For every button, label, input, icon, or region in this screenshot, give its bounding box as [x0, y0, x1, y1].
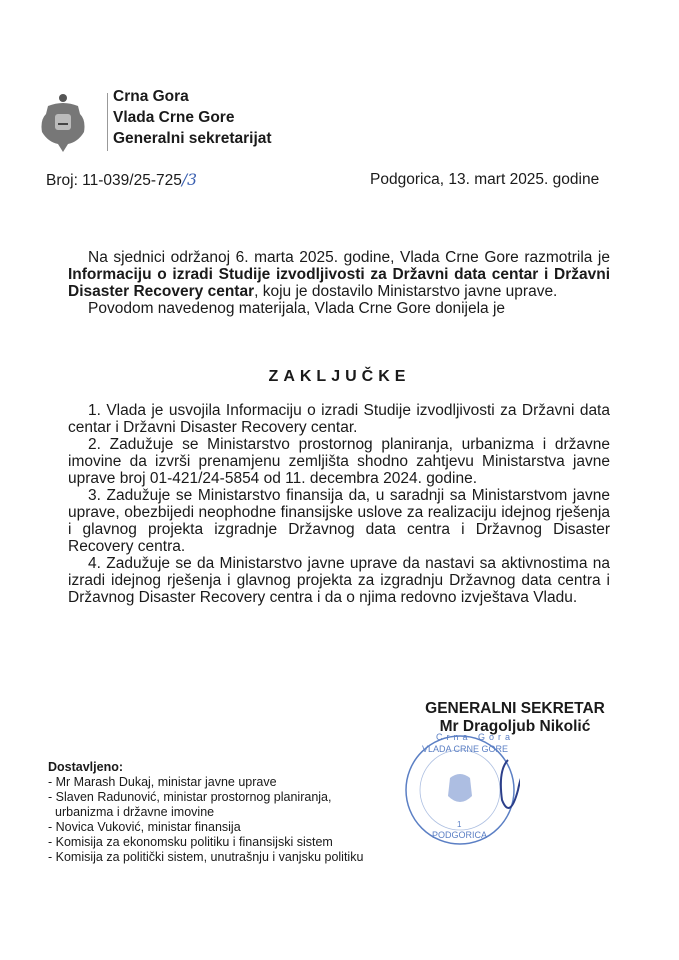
intro — [68, 249, 610, 317]
letterhead — [113, 86, 272, 149]
distribution-heading: Dostavljeno: — [48, 760, 124, 774]
signatory-title: GENERALNI SEKRETAR — [425, 700, 605, 717]
distribution-item: urbanizma i državne imovine — [55, 805, 215, 819]
coat-of-arms-icon — [38, 92, 88, 154]
intro-text: Na sjednici održanoj 6. marta 2025. godine, Vlada Crne Gore razmotrila je — [88, 249, 610, 266]
stamp-inner-text: VLADA CRNE GORE — [422, 744, 509, 754]
stamp-outer-text: Crna Gora — [436, 732, 515, 742]
conclusion-item: 4. Zadužuje se da Ministarstvo javne uprave da nastavi sa aktivnostima na izradi idejnog rješenja i glavnog projekta za izgradnju Državnog data centra i Državnog Disaster Recovery centra i da o njima redovno izvještava Vladu. — [68, 555, 610, 606]
handwritten-suffix: /3 — [181, 171, 197, 189]
reference-number — [46, 171, 197, 190]
signatory-name: Mr Dragoljub Nikolić — [439, 718, 591, 735]
distribution-item: - Komisija za ekonomsku politiku i finansijski sistem — [48, 835, 333, 849]
intro-paragraph — [68, 249, 610, 300]
reference-text: Broj: 11-039/25-725 — [46, 172, 182, 189]
letterhead-government: Vlada Crne Gore — [113, 109, 235, 126]
intro-paragraph-2: Povodom navedenog materijala, Vlada Crne Gore donijela je — [88, 300, 506, 317]
conclusion-item: 2. Zadužuje se Ministarstvo prostornog planiranja, urbanizma i državne imovine da izvrši prenamjenu zemljišta shodno zahtjevu Ministarstva javne uprave broj 01-421/24-5854 od 11. decembra 2024. godine. — [68, 436, 610, 487]
conclusion-item: 1. Vlada je usvojila Informaciju o izradi Studije izvodljivosti za Državni data centar i Državni Disaster Recovery centar. — [68, 402, 610, 436]
header-divider — [107, 93, 108, 151]
official-stamp — [400, 730, 520, 850]
letterhead-office: Generalni sekretarijat — [113, 130, 272, 147]
letterhead-country: Crna Gora — [113, 88, 189, 105]
intro-subject: Informaciju o izradi Studije izvodljivosti za Državni data centar i Državni Disaster Recovery centar — [68, 266, 610, 300]
stamp-city: PODGORICA — [432, 830, 488, 840]
conclusion-item: 3. Zadužuje se Ministarstvo finansija da, u saradnji sa Ministarstvom javne uprave, obezbijedi neophodne finansijske uslove za realizaciju idejnog rješenja i glavnog projekta izgradnje Državnog data centra i Državnog Disaster Recovery centra. — [68, 487, 610, 555]
conclusions-list — [68, 402, 610, 606]
distribution-item: - Komisija za politički sistem, unutrašnju i vanjsku politiku — [48, 850, 364, 864]
distribution-list — [48, 760, 363, 865]
intro-text-end: , koju je dostavilo Ministarstvo javne uprave. — [254, 283, 558, 300]
place-date: Podgorica, 13. mart 2025. godine — [370, 171, 600, 188]
distribution-item: - Slaven Radunović, ministar prostornog planiranja, — [48, 790, 332, 804]
decision-title: ZAKLJUČKE — [268, 368, 411, 385]
distribution-item: - Mr Marash Dukaj, ministar javne uprave — [48, 775, 277, 789]
distribution-item: - Novica Vuković, ministar finansija — [48, 820, 241, 834]
stamp-number: 1 — [457, 820, 462, 829]
